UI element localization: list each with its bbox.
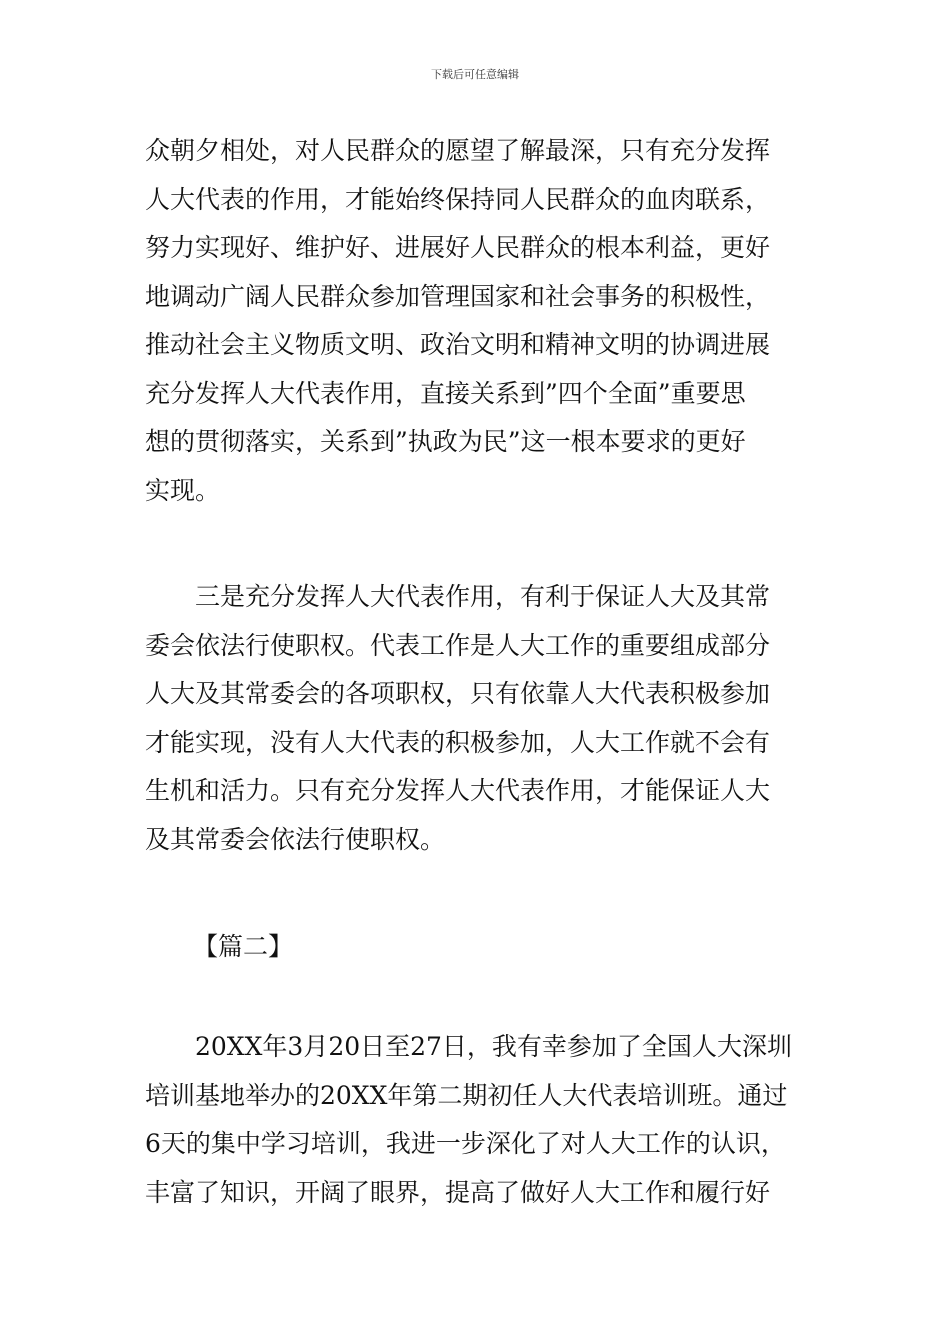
paragraph-1 (145, 127, 810, 515)
paragraph-line: 推动社会主义物质文明、政治文明和精神文明的协调进展 (145, 330, 771, 359)
paragraph-line: 三是充分发挥人大代表作用，有利于保证人大及其常 (145, 582, 771, 611)
paragraph-3 (145, 1023, 810, 1217)
paragraph-line: 人大代表的作用，才能始终保持同人民群众的血肉联系， (145, 184, 771, 214)
paragraph-line: 培训基地举办的20XX年第二期初任人大代表培训班。通过 (145, 1080, 788, 1110)
paragraph-line: 6天的集中学习培训，我进一步深化了对人大工作的认识， (145, 1129, 786, 1158)
paragraph-2 (145, 573, 810, 864)
paragraph-line: 生机和活力。只有充分发挥人大代表作用，才能保证人大 (145, 776, 771, 805)
paragraph-line: 众朝夕相处，对人民群众的愿望了解最深，只有充分发挥 (145, 136, 771, 165)
paragraph-line: 努力实现好、维护好、进展好人民群众的根本利益，更好 (145, 233, 771, 262)
paragraph-line: 实现。 (145, 475, 221, 505)
paragraph-line: 20XX年3月20日至27日，我有幸参加了全国人大深圳 (145, 1032, 792, 1061)
paragraph-line: 丰富了知识，开阔了眼界，提高了做好人大工作和履行好 (145, 1177, 771, 1207)
paragraph-line: 委会依法行使职权。代表工作是人大工作的重要组成部分 (145, 630, 771, 660)
paragraph-line: 才能实现，没有人大代表的积极参加，人大工作就不会有 (145, 727, 771, 757)
paragraph-line: 及其常委会依法行使职权。 (145, 824, 446, 854)
paragraph-line: 充分发挥人大代表作用，直接关系到”四个全面”重要思 (145, 378, 746, 408)
page-header: 下载后可任意编辑 (431, 68, 519, 81)
section-heading: 【篇二】 (193, 932, 294, 961)
paragraph-line: 地调动广阔人民群众参加管理国家和社会事务的积极性， (145, 281, 771, 311)
paragraph-line: 人大及其常委会的各项职权，只有依靠人大代表积极参加 (145, 679, 771, 708)
paragraph-line: 想的贯彻落实，关系到”执政为民”这一根本要求的更好 (145, 427, 746, 456)
